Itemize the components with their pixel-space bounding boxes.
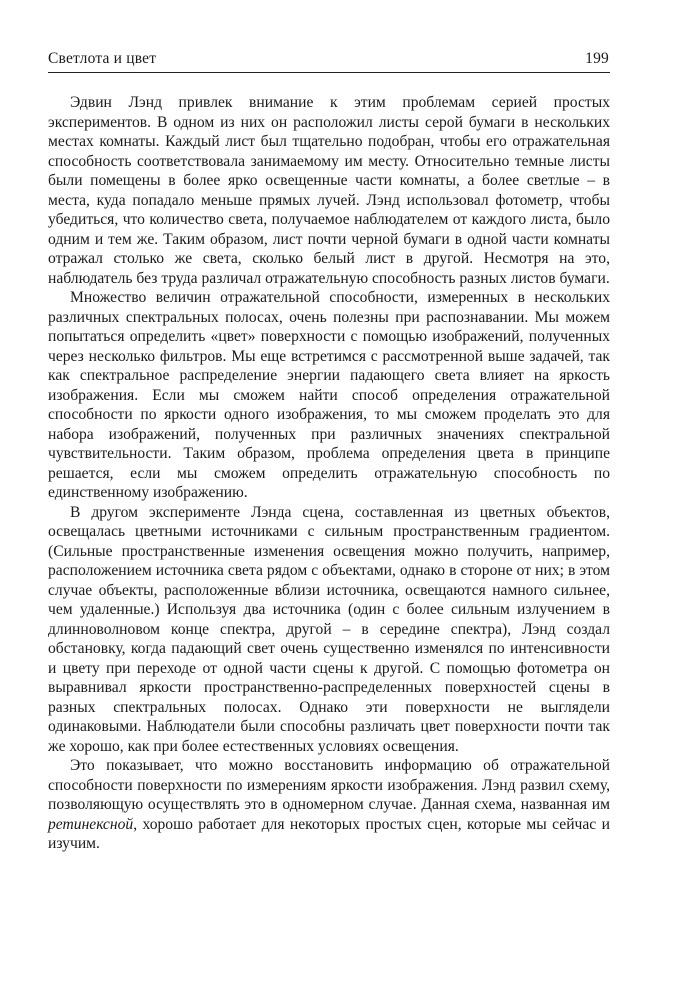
page-number: 199	[585, 50, 609, 67]
book-page	[48, 50, 610, 854]
chapter-title: Светлота и цвет	[48, 50, 157, 67]
paragraph-4	[48, 756, 610, 854]
retinex-term: ретинексной	[48, 815, 134, 833]
running-header	[48, 50, 610, 72]
paragraph-1: Эдвин Лэнд привлек внимание к этим проблемам серией простых экспериментов. В одном из них он расположил листы серой бумаги в нескольких местах комнаты. Каждый лист был тщательно подобран, чтобы его отражательная способность соответствовала занимаемому им месту. Относительно темные листы были помещены в более ярко освещенные части комнаты, а более светлые – в места, куда попадало меньше прямых лучей. Лэнд использовал фотометр, чтобы убедиться, что количество света, получаемое наблюдателем от каждого листа, было одним и тем же. Таким образом, лист почти черной бумаги в одной части комнаты отражал столько же света, сколько белый лист в другой. Несмотря на это, наблюдатель без труда различал отражательную способность разных листов бумаги.	[48, 94, 610, 287]
body-text	[48, 93, 610, 854]
paragraph-4-text-end: , хорошо работает для некоторых простых сцен, которые мы сейчас и изучим.	[48, 815, 610, 852]
paragraph-2: Множество величин отражательной способности, измеренных в нескольких различных спектральных полосах, очень полезны при распознавании. Мы можем попытаться определить «цвет» поверхности с помощью изображений, полученных через несколько фильтров. Мы еще встретимся с рассмотренной выше задачей, так как спектральное распределение энергии падающего света влияет на яркость изображения. Если мы сможем найти способ определения отражательной способности по яркости одного изображения, то мы сможем проделать это для набора изображений, полученных при различных значениях спектральной чувствительности. Таким образом, проблема определения цвета в принципе решается, если мы сможем определить отражательную способность по единственному изображению.	[48, 289, 610, 501]
paragraph-4-text-start: Это показывает, что можно восстановить информацию об отражательной способности поверхности по измерениям яркости изображения. Лэнд развил схему, позволяющую осуществлять это в одномерном случае. Данная схема, названная им	[48, 757, 610, 813]
paragraph-3: В другом эксперименте Лэнда сцена, составленная из цветных объектов, освещалась цветными источниками с сильным пространственным градиентом. (Сильные пространственные изменения освещения можно получить, например, расположением источника света рядом с объектами, однако в стороне от них; в этом случае объекты, расположенные вблизи источника, освещаются намного сильнее, чем удаленные.) Используя два источника (один с более сильным излучением в длинноволновом конце спектра, другой – в середине спектра), Лэнд создал обстановку, когда падающий свет очень существенно изменялся по интенсивности и цвету при переходе от одной части сцены к другой. С помощью фотометра он выравнивал яркости пространственно-распределенных поверхностей сцены в разных спектральных полосах. Однако эти поверхности не выглядели одинаковыми. Наблюдатели были способны различать цвет поверхности почти так же хорошо, как при более естественных условиях освещения.	[48, 503, 610, 755]
header-rule	[48, 72, 610, 73]
